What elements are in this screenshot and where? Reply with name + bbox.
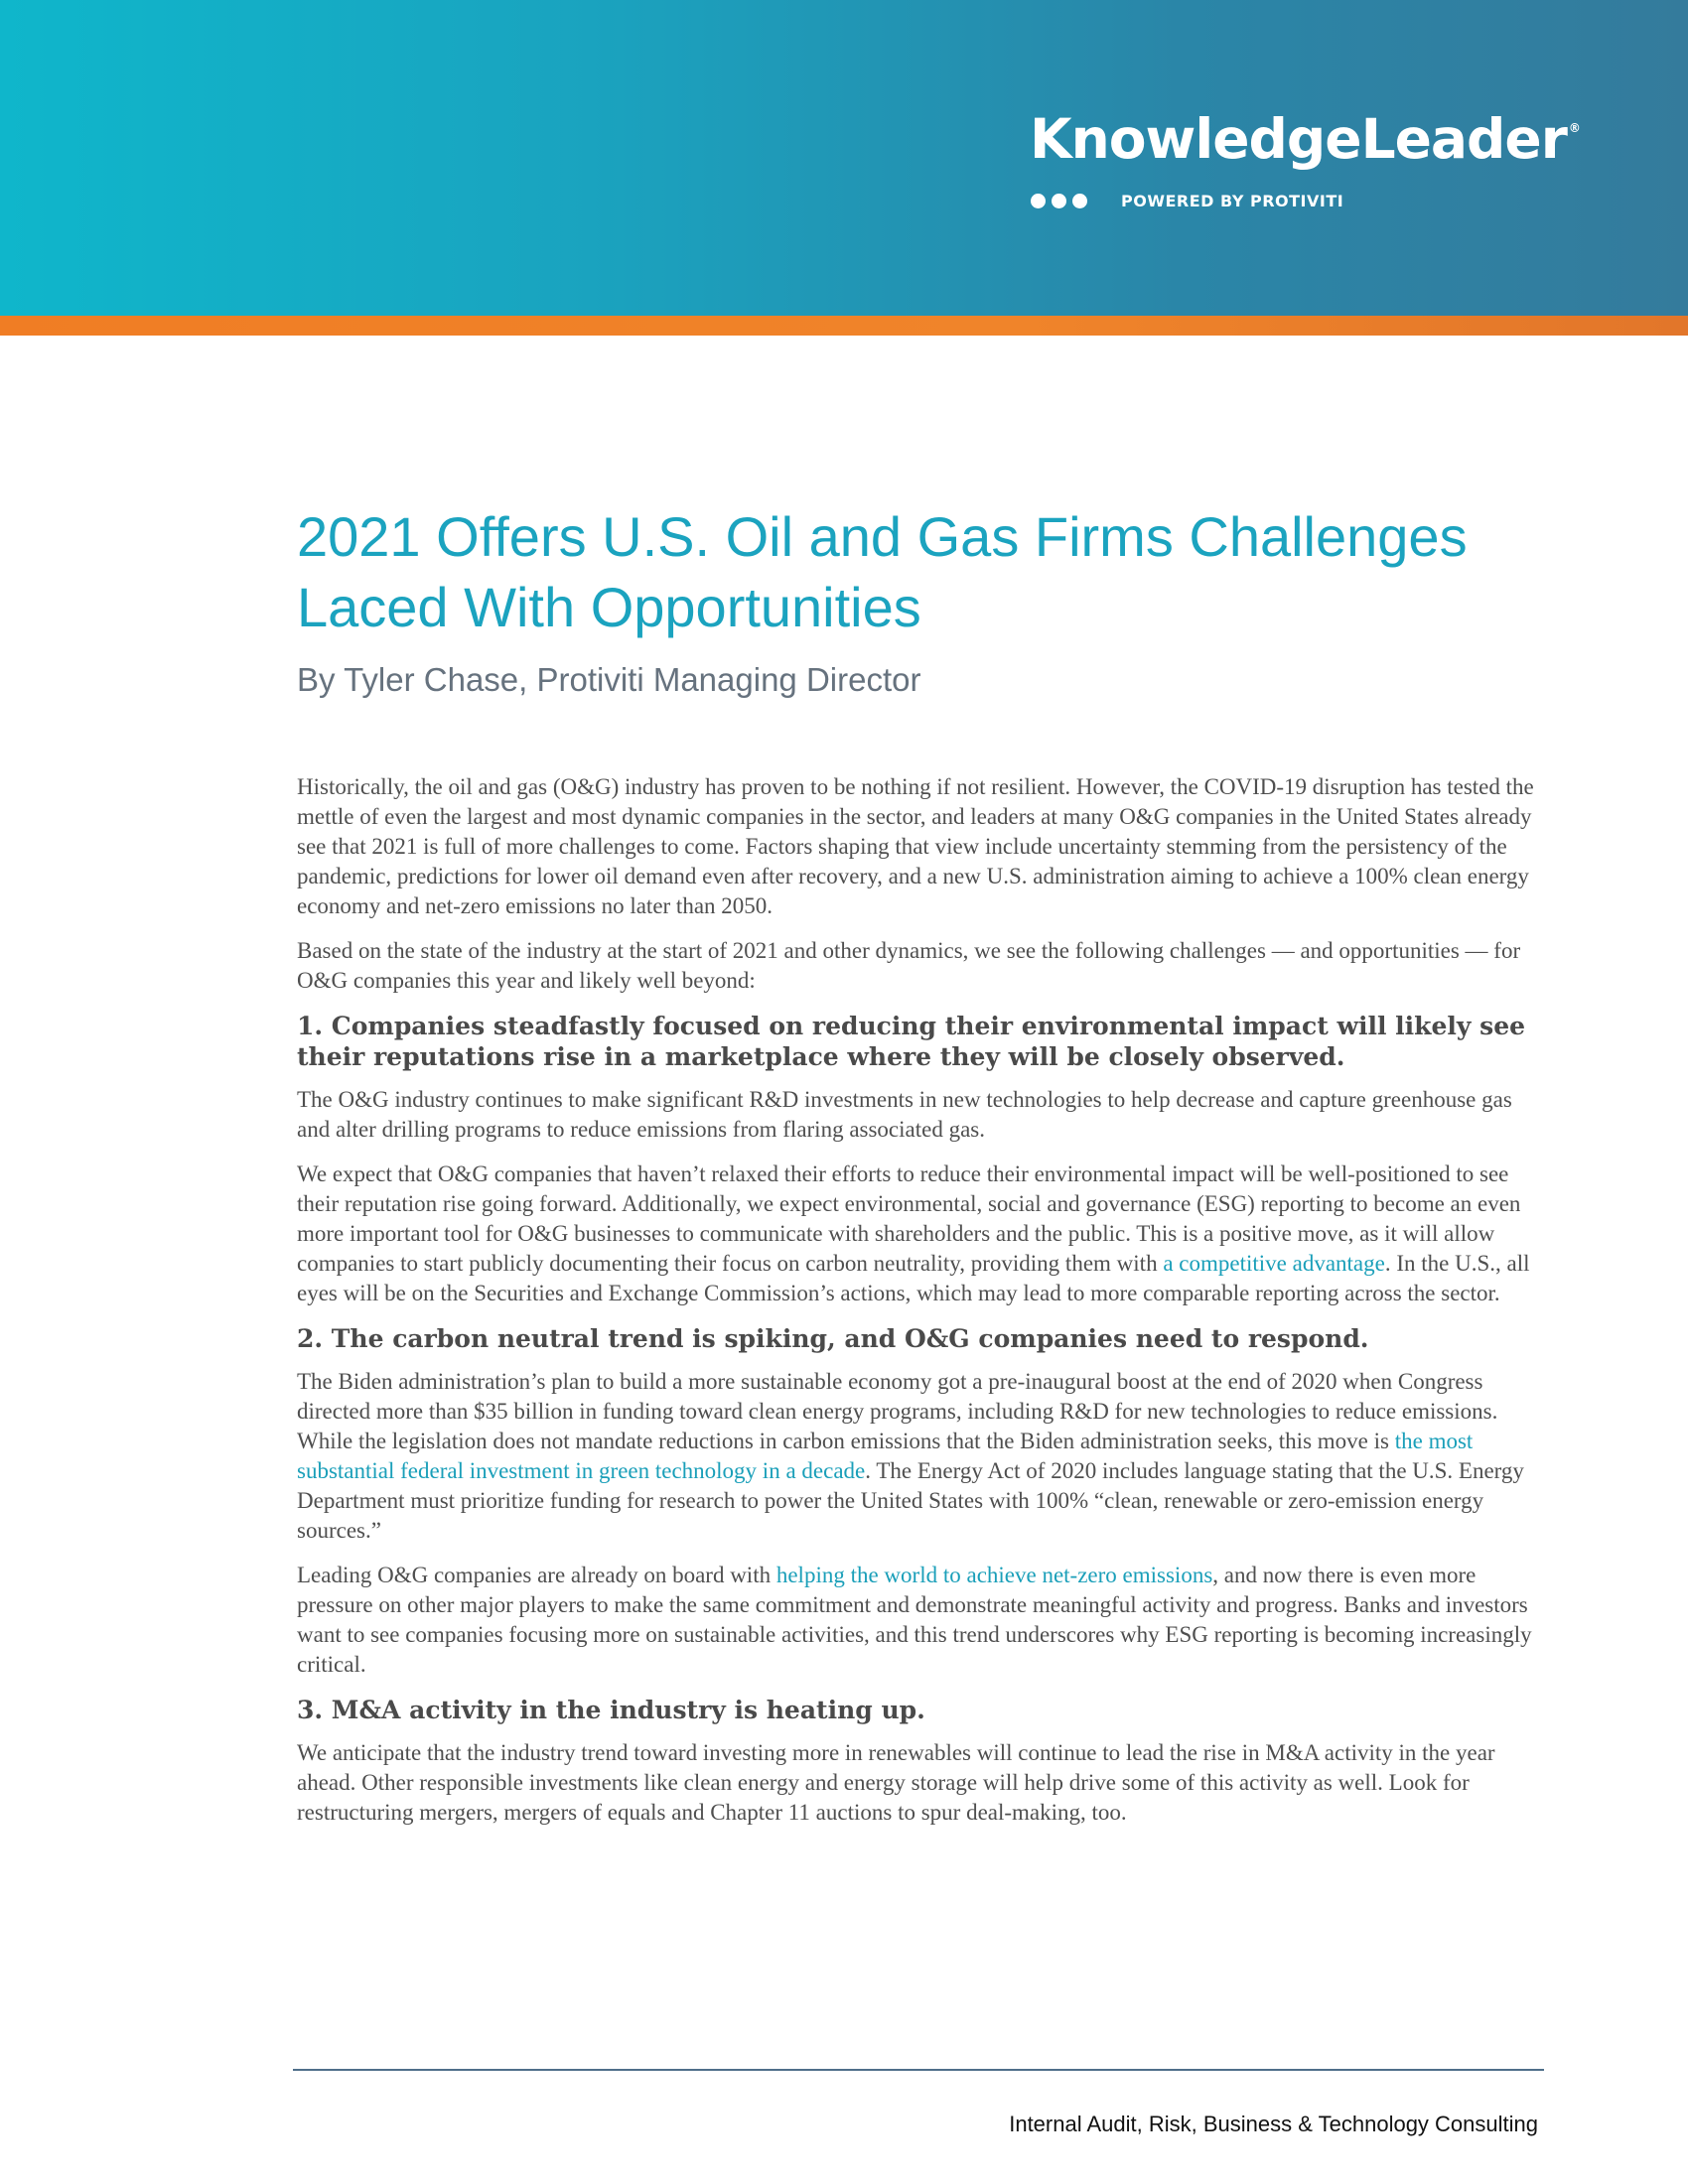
section-heading: 2. The carbon neutral trend is spiking, and O&G companies need to respond.	[297, 1324, 1369, 1353]
section-heading: 3. M&A activity in the industry is heating up.	[297, 1696, 925, 1724]
net-zero-emissions-link[interactable]: helping the world to achieve net-zero emissions	[775, 1563, 1213, 1587]
paragraph-text: The Biden administration’s plan to build a more sustainable economy got a pre-inaugural boost at the end of 2020 when Congress directed more than $35 billion in funding toward clean energy programs, including R&D for new technologies to reduce emissions. While the legislation does not mandate reductions in carbon emissions that the Biden administration seeks, this move is	[297, 1369, 1498, 1453]
paragraph-text: , and now there is even more pressure on other major players to make the same commitment and demonstrate meaningful activity and progress. Banks and investors want to see companies focusing more on sustainable activities, and this trend underscores why ESG reporting is becoming increasingly critical.	[297, 1563, 1532, 1677]
federal-investment-link[interactable]: the most substantial federal investment in green technology in a decade	[297, 1429, 1474, 1483]
article-body	[297, 772, 1538, 1843]
brand-dot	[1052, 194, 1066, 208]
intro-paragraph: Based on the state of the industry at the start of 2021 and other dynamics, we see the following challenges — and opportunities — for O&G companies this year and likely well beyond:	[297, 938, 1521, 993]
brand-dots-icon	[1031, 194, 1087, 208]
footer-divider	[293, 2069, 1544, 2071]
article-title: 2021 Offers U.S. Oil and Gas Firms Challenges Laced With Opportunities	[297, 505, 1468, 638]
paragraph-text: . The Energy Act of 2020 includes language stating that the U.S. Energy Department must prioritize funding for research to power the United States with 100% “clean, renewable or zero-emission energy sources.”	[297, 1458, 1524, 1543]
competitive-advantage-link[interactable]: a competitive advantage	[1163, 1251, 1385, 1276]
paragraph-text: Leading O&G companies are already on board with	[297, 1563, 776, 1587]
body-paragraph: The O&G industry continues to make significant R&D investments in new technologies to help decrease and capture greenhouse gas and alter drilling programs to reduce emissions from flaring associated gas.	[297, 1087, 1512, 1142]
body-paragraph	[297, 1561, 1538, 1680]
brand-tagline: POWERED BY PROTIVITI	[1121, 192, 1344, 210]
article-byline: By Tyler Chase, Protiviti Managing Director	[297, 661, 921, 698]
paragraph-text: . In the U.S., all eyes will be on the Securities and Exchange Commission’s actions, which may lead to more comparable reporting across the sector.	[297, 1251, 1530, 1305]
brand-dot	[1031, 194, 1046, 208]
footer-tagline: Internal Audit, Risk, Business & Technology Consulting	[1009, 2112, 1538, 2136]
registered-mark: ®	[1568, 121, 1580, 135]
brand-dot	[1072, 194, 1087, 208]
brand-logo	[1030, 107, 1580, 171]
body-paragraph	[297, 1160, 1538, 1308]
body-paragraph	[297, 1367, 1538, 1546]
accent-bar	[0, 316, 1688, 336]
intro-paragraph: Historically, the oil and gas (O&G) industry has proven to be nothing if not resilient. However, the COVID-19 disruption has tested the mettle of even the largest and most dynamic companies in the sector, and leaders at many O&G companies in the United States already see that 2021 is full of more challenges to come. Factors shaping that view include uncertainty stemming from the persistency of the pandemic, predictions for lower oil demand even after recovery, and a new U.S. administration aiming to achieve a 100% clean energy economy and net-zero emissions no later than 2050.	[297, 774, 1534, 918]
section-heading: 1. Companies steadfastly focused on reducing their environmental impact will likely see their reputations rise in a marketplace where they will be closely observed.	[297, 1012, 1525, 1071]
brand-name: KnowledgeLeader	[1030, 107, 1567, 171]
body-paragraph: We anticipate that the industry trend toward investing more in renewables will continue to lead the rise in M&A activity in the year ahead. Other responsible investments like clean energy and energy storage will help drive some of this activity as well. Look for restructuring mergers, mergers of equals and Chapter 11 auctions to spur deal-making, too.	[297, 1740, 1495, 1825]
paragraph-text: We expect that O&G companies that haven’t relaxed their efforts to reduce their environmental impact will be well-positioned to see their reputation rise going forward. Additionally, we expect environmental, social and governance (ESG) reporting to become an even more important tool for O&G businesses to communicate with shareholders and the public. This is a positive move, as it will allow companies to start publicly documenting their focus on carbon neutrality, providing them with	[297, 1161, 1521, 1276]
